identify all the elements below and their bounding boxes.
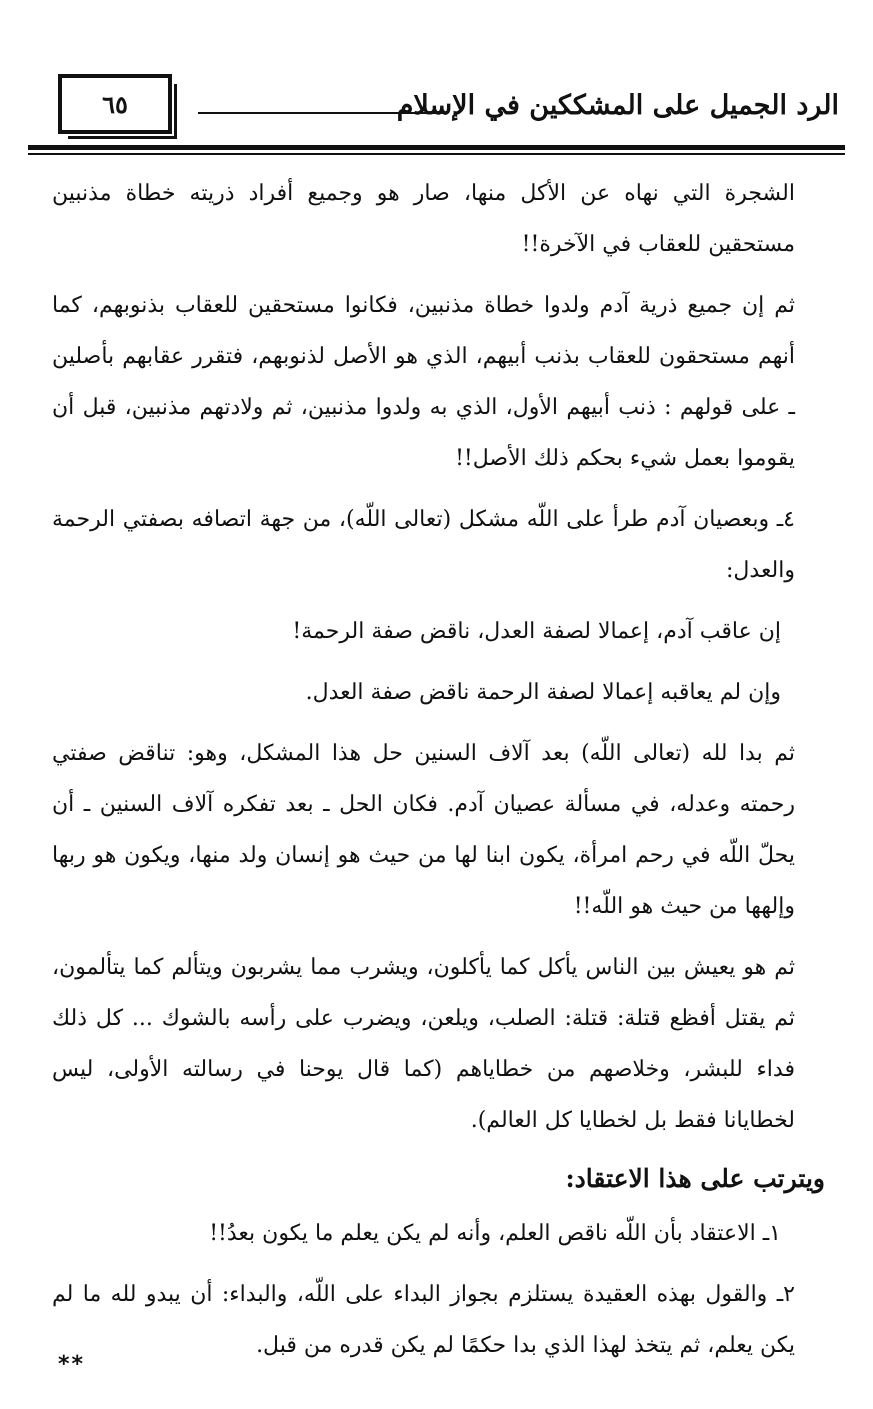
footer-mark: **: [58, 1352, 86, 1377]
list-item: ٢ـ والقول بهذه العقيدة يستلزم بجواز البداء على اللّه، والبداء: أن يبدو لله ما لم يكن يعلم، ثم يتخذ لهذا الذي بدا حكمًا لم يكن قدره من قبل.: [52, 1282, 795, 1358]
paragraph: ثم إن جميع ذرية آدم ولدوا خطاة مذنبين، فكانوا مستحقين للعقاب بذنوبهم، كما أنهم مستحقون للعقاب بذنب أبيهم، الذي هو الأصل لذنوبهم، فتقرر عقابهم بأصلين ـ على قولهم : ذنب أبيهم الأول، الذي به ولدوا مذنبين، ثم ولادتهم مذنبين، قبل أن يقوموا بعمل شيء بحكم ذلك الأصل!!: [52, 293, 795, 471]
page-number-box: [58, 74, 172, 134]
page-number: ٦٥: [102, 89, 128, 119]
paragraph: الشجرة التي نهاه عن الأكل منها، صار هو وجميع أفراد ذريته خطاة مذنبين مستحقين للعقاب في الآخرة!!: [52, 181, 795, 257]
paragraph: ٤ـ وبعصيان آدم طرأ على اللّه مشكل (تعالى اللّه)، من جهة اتصافه بصفتي الرحمة والعدل:: [52, 507, 795, 583]
list-item: ١ـ الاعتقاد بأن اللّه ناقص العلم، وأنه لم يكن يعلم ما يكون بعدُ!!: [209, 1221, 781, 1246]
running-title: الرد الجميل على المشككين في الإسلام: [396, 90, 839, 121]
paragraph: وإن لم يعاقبه إعمالا لصفة الرحمة ناقض صفة العدل.: [305, 680, 781, 705]
header-rule-thin: [28, 153, 845, 155]
paragraph: إن عاقب آدم، إعمالا لصفة العدل، ناقض صفة الرحمة!: [292, 619, 781, 644]
header-rule-thick: [28, 145, 845, 150]
page-body: [52, 168, 825, 1381]
page-header: [28, 70, 845, 140]
section-heading: ويترتب على هذا الاعتقاد:: [565, 1164, 825, 1193]
paragraph: ثم بدا لله (تعالى اللّه) بعد آلاف السنين حل هذا المشكل، وهو: تناقض صفتي رحمته وعدله، في مسألة عصيان آدم. فكان الحل ـ بعد تفكره آلاف السنين ـ أن يحلّ اللّه في رحم امرأة، يكون ابنا لها من حيث هو إنسان ولد منها، ويكون هو ربها وإلهها من حيث هو اللّه!!: [52, 741, 795, 919]
paragraph: ثم هو يعيش بين الناس يأكل كما يأكلون، ويشرب مما يشربون ويتألم كما يتألمون، ثم يقتل أفظع قتلة: قتلة: الصلب، ويلعن، ويضرب على رأسه بالشوك ... كل ذلك فداء للبشر، وخلاصهم من خطاياهم (كما قال يوحنا في رسالته الأولى، ليس لخطايانا فقط بل لخطايا كل العالم).: [52, 955, 795, 1133]
